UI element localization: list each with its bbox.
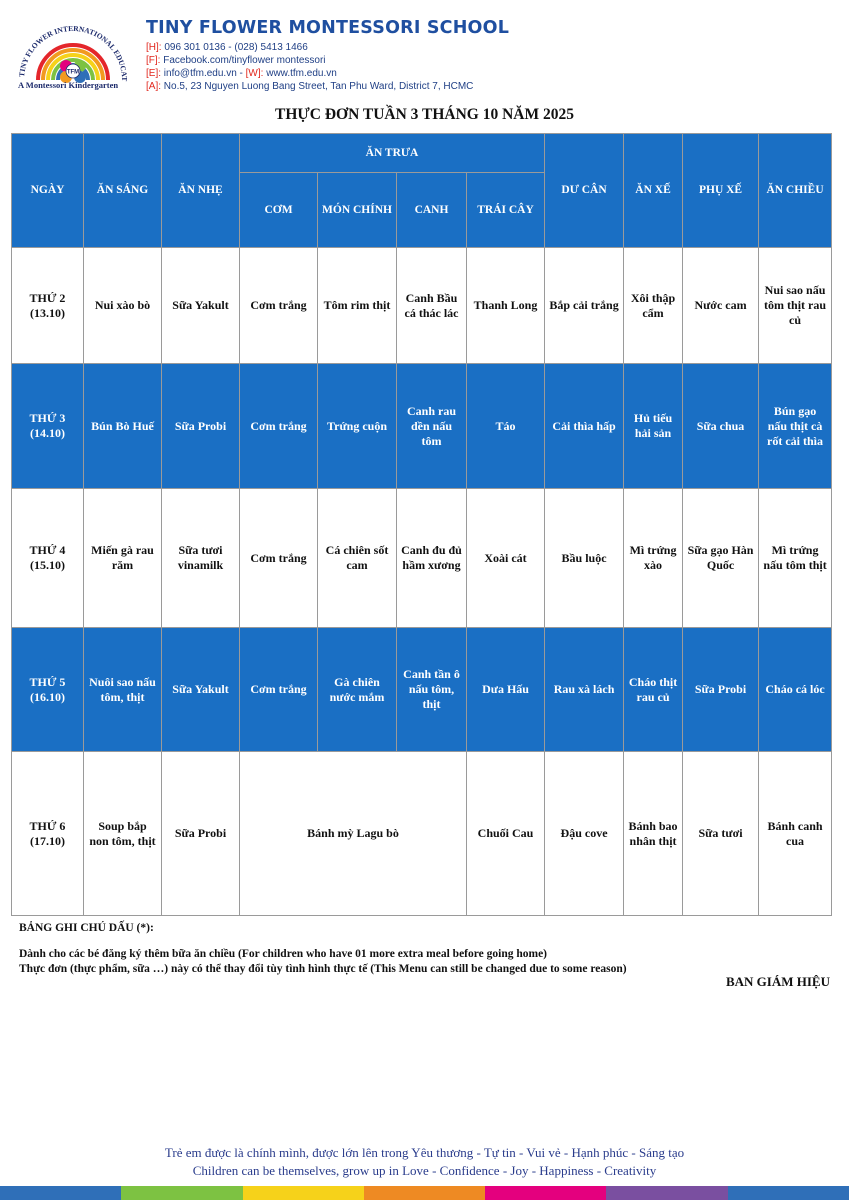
table-row — [12, 248, 832, 364]
rainbow-segment — [728, 1186, 849, 1200]
phu-xe-cell: Sữa tươi — [683, 752, 759, 916]
header-soup: CANH — [397, 173, 467, 248]
an-xe-cell: Xôi thập cẩm — [624, 248, 683, 364]
phu-xe-cell: Sữa Probi — [683, 628, 759, 752]
menu-title: THỰC ĐƠN TUẦN 3 THÁNG 10 NĂM 2025 — [275, 106, 574, 123]
main-dish-cell: Gà chiên nước mắm — [318, 628, 397, 752]
du-can-cell: Bầu luộc — [545, 489, 624, 628]
main-dish-cell: Tôm rim thịt — [318, 248, 397, 364]
fruit-cell: Chuối Cau — [467, 752, 545, 916]
phu-xe-cell: Sữa gạo Hàn Quốc — [683, 489, 759, 628]
snack-cell: Sữa Probi — [162, 364, 240, 489]
header-du-can: DƯ CÂN — [545, 134, 624, 248]
soup-cell: Canh đu đủ hầm xương — [397, 489, 467, 628]
an-xe-cell: Cháo thịt rau củ — [624, 628, 683, 752]
header-rice: CƠM — [240, 173, 318, 248]
notes-heading: BẢNG GHI CHÚ DẤU (*): — [19, 922, 154, 934]
phu-xe-cell: Sữa chua — [683, 364, 759, 489]
an-chieu-cell: Mì trứng nấu tôm thịt — [759, 489, 832, 628]
header-lunch: ĂN TRƯA — [240, 134, 545, 173]
fruit-cell: Dưa Hấu — [467, 628, 545, 752]
header-an-xe: ĂN XẾ — [624, 134, 683, 248]
breakfast-cell: Nuôi sao nấu tôm, thịt — [84, 628, 162, 752]
day-cell: THỨ 4 (15.10) — [12, 489, 84, 628]
note-line: Thực đơn (thực phẩm, sữa …) này có thể thay đổi tùy tình hình thực tế (This Menu can still be changed due to some reason) — [19, 963, 627, 975]
header-fruit: TRÁI CÂY — [467, 173, 545, 248]
an-xe-cell: Mì trứng xào — [624, 489, 683, 628]
rice-cell: Cơm trắng — [240, 489, 318, 628]
an-xe-cell: Bánh bao nhân thịt — [624, 752, 683, 916]
contact-address: [A]: No.5, 23 Nguyen Luong Bang Street, Tan Phu Ward, District 7, HCMC — [146, 81, 474, 92]
contact-phone: [H]: 096 301 0136 - (028) 5413 1466 — [146, 42, 308, 53]
fruit-cell: Táo — [467, 364, 545, 489]
rainbow-strip — [0, 1186, 849, 1200]
main-dish-cell: Trứng cuộn — [318, 364, 397, 489]
soup-cell: Canh rau dền nấu tôm — [397, 364, 467, 489]
header-an-chieu: ĂN CHIỀU — [759, 134, 832, 248]
rice-cell: Cơm trắng — [240, 628, 318, 752]
rainbow-segment — [606, 1186, 727, 1200]
snack-cell: Sữa Probi — [162, 752, 240, 916]
note-line: Dành cho các bé đăng ký thêm bữa ăn chiều (For children who have 01 more extra meal before going home) — [19, 948, 548, 960]
an-chieu-cell: Cháo cá lóc — [759, 628, 832, 752]
snack-cell: Sữa tươi vinamilk — [162, 489, 240, 628]
table-row — [12, 752, 832, 916]
du-can-cell: Rau xà lách — [545, 628, 624, 752]
logo-caption: A Montessori Kindergarten — [18, 80, 119, 90]
svg-text:TINY FLOWER INTERNATIONAL EDUC: TINY FLOWER INTERNATIONAL EDUCAT — [17, 23, 130, 82]
main-dish-cell: Cá chiên sốt cam — [318, 489, 397, 628]
signature: BAN GIÁM HIỆU — [725, 974, 830, 989]
contact-info — [146, 41, 473, 93]
rainbow-segment — [364, 1186, 485, 1200]
an-chieu-cell: Nui sao nấu tôm thịt rau củ — [759, 248, 832, 364]
svg-text:TFM: TFM — [66, 69, 80, 76]
rice-cell: Cơm trắng — [240, 364, 318, 489]
breakfast-cell: Nui xào bò — [84, 248, 162, 364]
header-phu-xe: PHỤ XẾ — [683, 134, 759, 248]
school-name: TINY FLOWER MONTESSORI SCHOOL — [146, 18, 510, 38]
du-can-cell: Cải thìa hấp — [545, 364, 624, 489]
header-day: NGÀY — [12, 134, 84, 248]
du-can-cell: Bắp cải trắng — [545, 248, 624, 364]
table-row — [12, 489, 832, 628]
day-cell: THỨ 3 (14.10) — [12, 364, 84, 489]
rice-cell: Cơm trắng — [240, 248, 318, 364]
contact-email-web: [E]: info@tfm.edu.vn - [W]: www.tfm.edu.vn — [146, 68, 337, 79]
day-cell: THỨ 5 (16.10) — [12, 628, 84, 752]
an-chieu-cell: Bánh canh cua — [759, 752, 832, 916]
breakfast-cell: Miến gà rau răm — [84, 489, 162, 628]
phu-xe-cell: Nước cam — [683, 248, 759, 364]
day-cell: THỨ 2 (13.10) — [12, 248, 84, 364]
soup-cell: Canh tần ô nấu tôm, thịt — [397, 628, 467, 752]
soup-cell: Canh Bầu cá thác lác — [397, 248, 467, 364]
rainbow-segment — [485, 1186, 606, 1200]
contact-facebook: [F]: Facebook.com/tinyflower montessori — [146, 55, 326, 66]
table-row — [12, 364, 832, 489]
fruit-cell: Thanh Long — [467, 248, 545, 364]
fruit-cell: Xoài cát — [467, 489, 545, 628]
breakfast-cell: Bún Bò Huế — [84, 364, 162, 489]
an-chieu-cell: Bún gạo nấu thịt cà rốt cải thìa — [759, 364, 832, 489]
lunch-merged-cell: Bánh mỳ Lagu bò — [240, 752, 467, 916]
footer-slogan-vi: Trẻ em được là chính mình, được lớn lên trong Yêu thương - Tự tin - Vui vẻ - Hạnh phúc - Sáng tạo — [164, 1145, 685, 1160]
weekly-menu-table — [11, 133, 832, 916]
rainbow-segment — [0, 1186, 121, 1200]
header-main-dish: MÓN CHÍNH — [318, 173, 397, 248]
header-breakfast: ĂN SÁNG — [84, 134, 162, 248]
snack-cell: Sữa Yakult — [162, 628, 240, 752]
rainbow-segment — [121, 1186, 242, 1200]
table-row — [12, 628, 832, 752]
du-can-cell: Đậu cove — [545, 752, 624, 916]
header-snack: ĂN NHẸ — [162, 134, 240, 248]
day-cell: THỨ 6 (17.10) — [12, 752, 84, 916]
notes-section — [19, 922, 831, 977]
an-xe-cell: Hủ tiếu hải sản — [624, 364, 683, 489]
footer-slogan-en: Children can be themselves, grow up in Love - Confidence - Joy - Happiness - Creativity — [192, 1163, 657, 1178]
snack-cell: Sữa Yakult — [162, 248, 240, 364]
rainbow-segment — [243, 1186, 364, 1200]
breakfast-cell: Soup bắp non tôm, thịt — [84, 752, 162, 916]
